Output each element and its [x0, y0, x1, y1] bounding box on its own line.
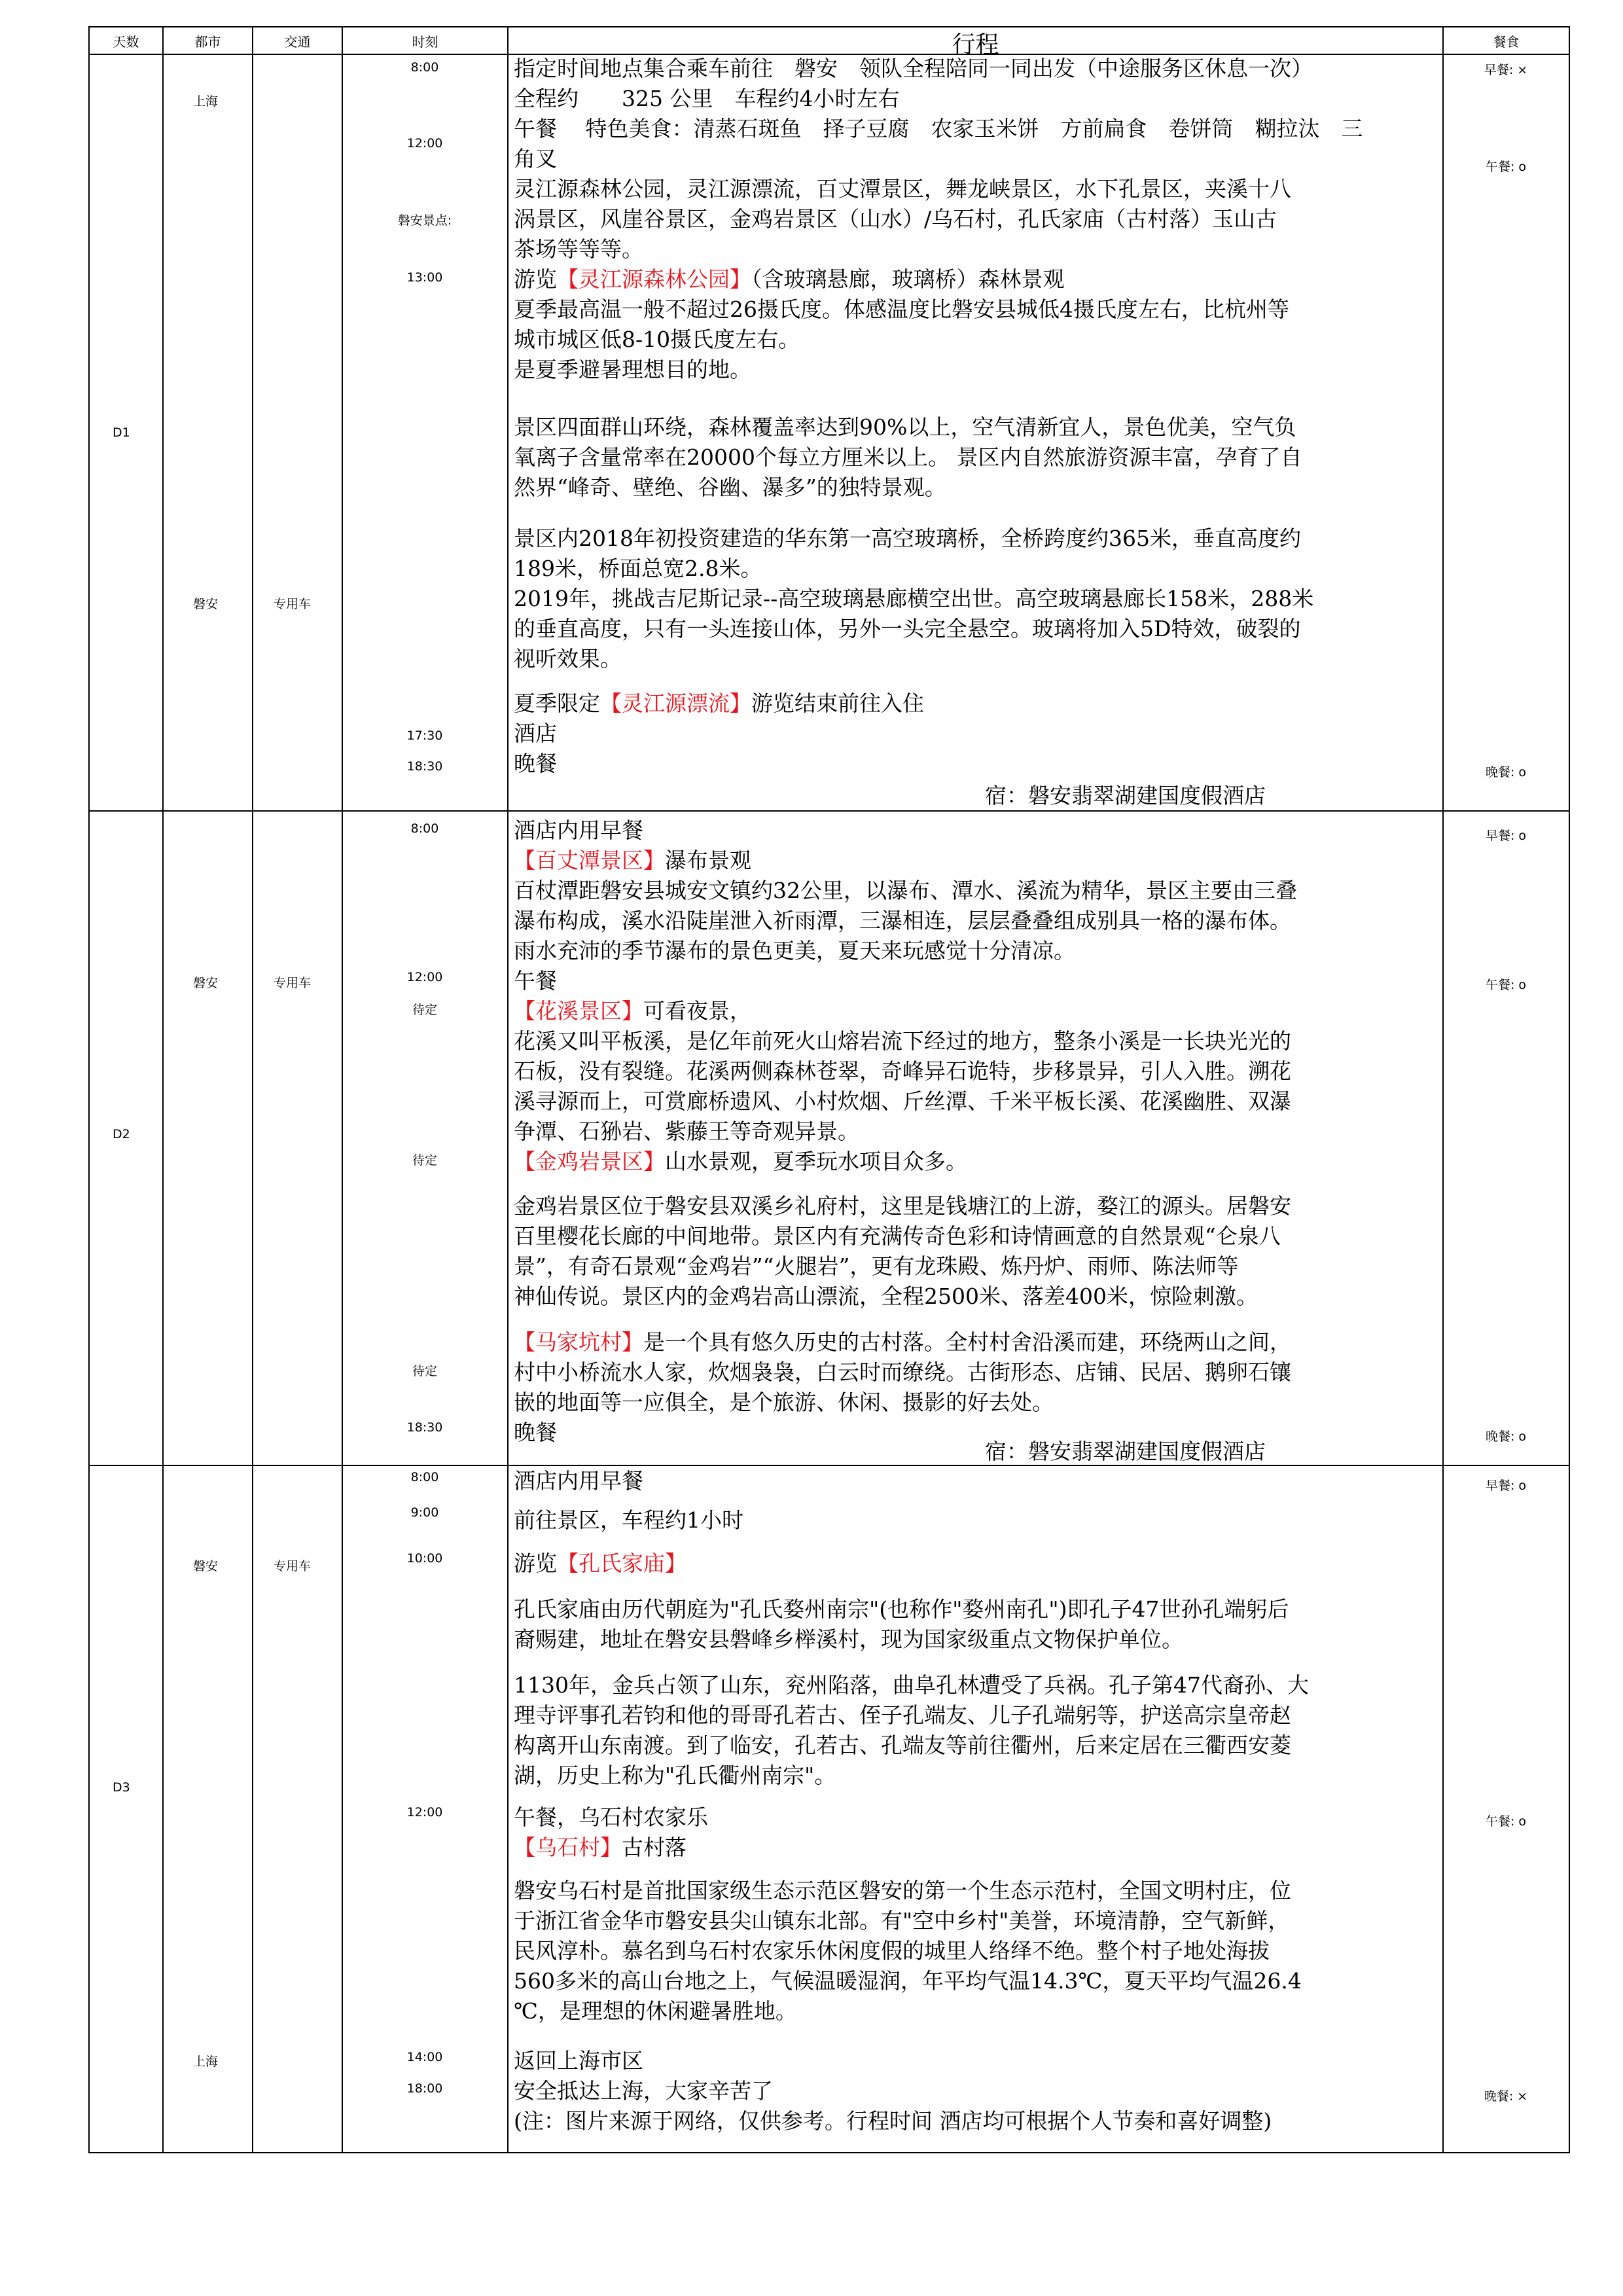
header-itinerary: 行程	[952, 31, 999, 58]
day-label-d2: D2	[113, 1127, 130, 1141]
d1-tour-suffix: （含玻璃悬廊，玻璃桥）森林景观	[751, 266, 1065, 292]
d2-line: 争潭、石狲岩、紫藤王等奇观异景。	[514, 1119, 859, 1144]
d1-line: 2019年，挑战吉尼斯记录--高空玻璃悬廊横空出世。高空玻璃悬廊长158米，288米	[514, 586, 1314, 611]
meal-d1-lunch: 午餐: o	[1485, 160, 1527, 174]
header-transport: 交通	[284, 34, 311, 50]
col-border-6	[1442, 26, 1444, 2153]
d1-line: 然界“峰奇、壁绝、谷幽、瀑多”的独特景观。	[514, 475, 946, 500]
d3-line: 裔赐建，地址在磐安县磐峰乡榉溪村，现为国家级重点文物保护单位。	[514, 1626, 1183, 1652]
d3-note: (注：图片来源于网络，仅供参考。行程时间 酒店均可根据个人节奏和喜好调整)	[514, 2108, 1272, 2134]
time-d2-4: 待定	[412, 1364, 437, 1378]
d1-line: 景区内2018年初投资建造的华东第一高空玻璃桥，全桥跨度约365米，垂直高度约	[514, 526, 1301, 551]
d1-line: 指定时间地点集合乘车前往 磐安 领队全程陪同一同出发（中途服务区休息一次）	[514, 56, 1313, 81]
d2-line: 瀑布构成，溪水沿陡崖泄入祈雨潭，三瀑相连，层层叠叠组成别具一格的瀑布体。	[514, 908, 1291, 933]
d1-line: 酒店	[514, 721, 557, 746]
d1-line: 视听效果。	[514, 646, 622, 672]
d2-line: 百里樱花长廊的中间地带。景区内有充满传奇色彩和诗情画意的自然景观“仑泉八	[514, 1223, 1281, 1249]
d3-line: 前往景区，车程约1小时	[514, 1507, 743, 1533]
transport-d3: 专用车	[274, 1559, 312, 1573]
time-d2-0: 8:00	[410, 821, 439, 836]
d3-tour-prefix: 游览	[514, 1551, 557, 1576]
d1-hotel: 宿：磐安翡翠湖建国度假酒店	[985, 783, 1266, 808]
d2-spot4-line	[514, 1327, 1291, 1357]
d1-line: 是夏季避暑理想目的地。	[514, 357, 751, 382]
d2-spot4-highlight: 【马家坑村】	[514, 1329, 643, 1355]
d2-line: 金鸡岩景区位于磐安县双溪乡礼府村，这里是钱塘江的上游，婺江的源头。居磐安	[514, 1193, 1291, 1219]
city-d2: 磐安	[193, 976, 219, 990]
d2-spot3-line	[514, 1147, 967, 1177]
d3-line: 理寺评事孔若钧和他的哥哥孔若古、侄子孔端友、儿子孔端躬等，护送高宗皇帝赵	[514, 1702, 1291, 1728]
col-border-4	[342, 26, 343, 2153]
d1-rafting-prefix: 夏季限定	[514, 691, 600, 716]
meal-d2-breakfast: 早餐: o	[1485, 829, 1527, 843]
d2-line: 溪寻源而上，可赏廊桥遗风、小村炊烟、斤丝潭、千米平板长溪、花溪幽胜、双瀑	[514, 1088, 1291, 1114]
time-d1-5: 18:30	[406, 759, 443, 774]
time-d1-1: 12:00	[406, 136, 443, 151]
d2-spot3-highlight: 【金鸡岩景区】	[514, 1149, 665, 1174]
meal-d3-lunch: 午餐: o	[1485, 1814, 1527, 1829]
d2-hotel: 宿：磐安翡翠湖建国度假酒店	[985, 1439, 1266, 1464]
header-day: 天数	[113, 34, 139, 50]
col-border-7	[1569, 26, 1570, 2153]
city-d1-end: 磐安	[193, 597, 219, 611]
day1-divider	[88, 810, 1570, 812]
meal-d2-lunch: 午餐: o	[1485, 978, 1527, 992]
meal-d1-dinner: 晚餐: o	[1485, 765, 1527, 780]
d2-line: 酒店内用早餐	[514, 817, 643, 843]
d3-line: 午餐，乌石村农家乐	[514, 1804, 708, 1830]
d3-village-line	[514, 1833, 687, 1863]
transport-d1: 专用车	[274, 597, 312, 611]
d1-line: 城市城区低8-10摄氏度左右。	[514, 327, 800, 352]
d2-spot2-suffix: 可看夜景，	[643, 998, 751, 1024]
d1-tour-highlight: 【灵江源森林公园】	[557, 266, 751, 292]
col-border-2	[162, 26, 164, 2153]
d3-line: 孔氏家庙由历代朝庭为"孔氏婺州南宗"(也称作"婺州南孔")即孔子47世孙孔端躬后	[514, 1596, 1289, 1622]
time-d2-5: 18:30	[406, 1420, 443, 1435]
d2-line: 神仙传说。景区内的金鸡岩高山漂流，全程2500米、落差400米，惊险刺激。	[514, 1283, 1258, 1309]
time-d1-3: 13:00	[406, 270, 443, 285]
col-border-5	[507, 26, 508, 2153]
d2-spot1-line	[514, 846, 751, 876]
d2-spot1-highlight: 【百丈潭景区】	[514, 848, 665, 873]
d2-line: 景”，有奇石景观“金鸡岩”“火腿岩”，更有龙珠殿、炼丹炉、雨师、陈法师等	[514, 1253, 1239, 1279]
table-border-bottom	[88, 2152, 1570, 2153]
d3-tour-line	[514, 1549, 687, 1579]
d1-line: 全程约 325 公里 车程约4小时左右	[514, 86, 900, 111]
d2-line: 村中小桥流水人家，炊烟袅袅，白云时而缭绕。古街形态、店铺、民居、鹅卵石镶	[514, 1359, 1291, 1385]
d3-line: 湖，历史上称为"孔氏衢州南宗"。	[514, 1763, 836, 1788]
time-d2-3: 待定	[412, 1153, 437, 1168]
d1-line: 涡景区，风崖谷景区，金鸡岩景区（山水）/乌石村，孔氏家庙（古村落）玉山古	[514, 206, 1277, 232]
d1-line: 189米，桥面总宽2.8米。	[514, 556, 762, 581]
d2-spot2-line	[514, 996, 751, 1026]
d1-rafting-suffix: 游览结束前往入住	[751, 691, 924, 716]
d1-line: 的垂直高度，只有一头连接山体，另外一头完全悬空。玻璃将加入5D特效，破裂的	[514, 616, 1301, 641]
time-d3-3: 12:00	[406, 1805, 443, 1820]
transport-d2: 专用车	[274, 976, 312, 990]
d2-line: 晚餐	[514, 1420, 557, 1445]
d1-rafting-line	[514, 689, 924, 719]
d1-line: 茶场等等等。	[514, 236, 643, 262]
d3-line: 安全抵达上海，大家辛苦了	[514, 2078, 773, 2104]
city-d3-end: 上海	[193, 2054, 219, 2069]
time-d1-0: 8:00	[410, 60, 439, 75]
d2-line: 花溪又叫平板溪，是亿年前死火山熔岩流下经过的地方，整条小溪是一长块光光的	[514, 1028, 1291, 1054]
meal-d1-breakfast: 早餐: ×	[1484, 63, 1528, 77]
d3-line: 1130年，金兵占领了山东，兖州陷落，曲阜孔林遭受了兵祸。孔子第47代裔孙、大	[514, 1672, 1309, 1698]
d2-line: 百杖潭距磐安县城安文镇约32公里，以瀑布、潭水、溪流为精华，景区主要由三叠	[514, 878, 1297, 903]
time-d1-2: 磐安景点:	[397, 213, 452, 228]
meal-d2-dinner: 晚餐: o	[1485, 1429, 1527, 1444]
d2-spot2-highlight: 【花溪景区】	[514, 998, 643, 1024]
city-d1-start: 上海	[193, 94, 219, 109]
d1-line: 晚餐	[514, 751, 557, 776]
d2-line: 午餐	[514, 968, 557, 994]
time-d3-4: 14:00	[406, 2050, 443, 2064]
d1-line: 角叉	[514, 146, 557, 171]
time-d3-0: 8:00	[410, 1470, 439, 1484]
city-d3-start: 磐安	[193, 1559, 219, 1573]
d2-line: 嵌的地面等一应俱全，是个旅游、休闲、摄影的好去处。	[514, 1390, 1054, 1415]
d1-line: 灵江源森林公园，灵江源漂流，百丈潭景区，舞龙峡景区，水下孔景区，夹溪十八	[514, 176, 1291, 202]
day2-divider	[88, 1465, 1570, 1466]
d1-rafting-highlight: 【灵江源漂流】	[600, 691, 751, 716]
d2-line: 雨水充沛的季节瀑布的景色更美，夏天来玩感觉十分清凉。	[514, 938, 1075, 963]
d3-village-suffix: 古村落	[622, 1835, 687, 1860]
d3-line: 构离开山东南渡。到了临安，孔若古、孔端友等前往衢州，后来定居在三衢西安菱	[514, 1732, 1291, 1758]
col-border-3	[252, 26, 253, 2153]
d3-line: 返回上海市区	[514, 2048, 643, 2073]
meal-d3-breakfast: 早餐: o	[1485, 1479, 1527, 1493]
time-d2-1: 12:00	[406, 970, 443, 984]
d1-line: 午餐 特色美食：清蒸石斑鱼 择子豆腐 农家玉米饼 方前扁食 卷饼筒 糊拉汰 三	[514, 116, 1363, 141]
day-label-d3: D3	[113, 1780, 130, 1795]
d1-tour-prefix: 游览	[514, 266, 557, 292]
time-d3-5: 18:00	[406, 2081, 443, 2096]
d1-line: 景区四面群山环绕，森林覆盖率达到90%以上，空气清新宜人，景色优美，空气负	[514, 414, 1296, 440]
d1-line: 氧离子含量常率在20000个每立方厘米以上。 景区内自然旅游资源丰富，孕育了自	[514, 444, 1302, 470]
d3-line: 磐安乌石村是首批国家级生态示范区磐安的第一个生态示范村，全国文明村庄，位	[514, 1878, 1291, 1903]
time-d1-4: 17:30	[406, 728, 443, 743]
d3-village-highlight: 【乌石村】	[514, 1835, 622, 1860]
d3-line: 560多米的高山台地之上，气候温暖湿润，年平均气温14.3℃，夏天平均气温26.4	[514, 1968, 1302, 1994]
d1-tour-line	[514, 264, 1065, 295]
header-city: 都市	[194, 34, 221, 50]
header-time: 时刻	[412, 34, 438, 50]
d2-spot3-suffix: 山水景观，夏季玩水项目众多。	[665, 1149, 967, 1174]
d1-line: 夏季最高温一般不超过26摄氏度。体感温度比磐安县城低4摄氏度左右，比杭州等	[514, 296, 1289, 322]
d3-line: 酒店内用早餐	[514, 1468, 643, 1494]
time-d3-1: 9:00	[410, 1505, 439, 1520]
meal-d3-dinner: 晚餐: ×	[1484, 2089, 1528, 2104]
col-border-1	[88, 26, 90, 2153]
d2-spot4-suffix: 是一个具有悠久历史的古村落。全村村舍沿溪而建，环绕两山之间，	[643, 1329, 1291, 1355]
time-d2-2: 待定	[412, 1003, 437, 1017]
d3-line: 于浙江省金华市磐安县尖山镇东北部。有"空中乡村"美誉，环境清静，空气新鲜，	[514, 1908, 1290, 1933]
d2-line: 石板，没有裂缝。花溪两侧森林苍翠，奇峰异石诡特，步移景异，引人入胜。溯花	[514, 1058, 1291, 1084]
header-meals: 餐食	[1493, 34, 1520, 50]
day-label-d1: D1	[113, 425, 130, 440]
d3-line: ℃，是理想的休闲避暑胜地。	[514, 1998, 797, 2024]
time-d3-2: 10:00	[406, 1551, 443, 1566]
d3-line: 民风淳朴。慕名到乌石村农家乐休闲度假的城里人络绎不绝。整个村子地处海拔	[514, 1938, 1270, 1964]
d3-tour-highlight: 【孔氏家庙】	[557, 1551, 687, 1576]
d2-spot1-suffix: 瀑布景观	[665, 848, 751, 873]
